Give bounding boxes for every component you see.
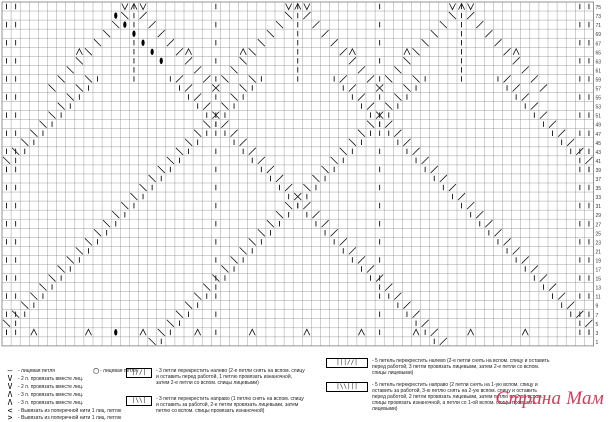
bobble-symbol <box>132 30 135 36</box>
row-number: 69 <box>595 32 602 39</box>
legend-symbol: ▢ <box>93 366 99 375</box>
legend-text: - 5 петель перекрестить налево (2-е петли снять на вспом. спицу и оставить перед работой, 3 петли провязать лицевыми, затем 2-е петли со вспом. спицы лицевыми) <box>372 358 550 376</box>
row-number: 7 <box>595 312 599 319</box>
legend-symbol: |//| <box>126 368 152 378</box>
row-number: 5 <box>595 321 599 328</box>
row-number: 21 <box>595 249 602 256</box>
legend-symbol: > <box>7 413 13 422</box>
row-number: 25 <box>595 231 602 238</box>
row-number: 59 <box>595 77 602 84</box>
legend-text: - 2 п. провязать вместе лиц. <box>18 383 84 390</box>
row-number: 53 <box>595 104 602 111</box>
row-number: 27 <box>595 222 602 229</box>
legend-text: - 5 петель перекрестить направо (2 петли снять на 1-ую вспом. спицу и оставить за работой, 3-ю петлю снять на 2-ую вспом. спицу и оставить перед работой, 2 петли провязать лицевыми, затем петлю со 2-ой вспом. спицы провязать изнаночной, а петли со 1-ой вспом. спицы провязать лицевыми) <box>372 382 543 412</box>
row-number: 29 <box>595 213 602 220</box>
row-number: 47 <box>595 131 602 138</box>
legend-symbol: < <box>7 406 13 415</box>
row-number: 37 <box>595 177 602 184</box>
legend-symbol: Λ <box>7 390 13 399</box>
bobble-symbol <box>151 49 154 55</box>
row-number: 15 <box>595 276 602 283</box>
bobble-symbol <box>114 12 117 18</box>
row-number: 61 <box>595 68 602 75</box>
row-number: 17 <box>595 267 602 274</box>
row-number: 41 <box>595 158 602 165</box>
row-number: 75 <box>595 5 602 12</box>
row-number: 1 <box>595 339 599 346</box>
row-number: 49 <box>595 122 602 129</box>
row-number: 51 <box>595 113 602 120</box>
legend-text: - 3 петли перекрестить налево (2-е петли снять на вспом. спицу и оставить перед работой, 1 петлю провязать изнаночной, затем 2-е петли со вспом. спицы лицевыми) <box>156 368 305 386</box>
legend-symbol: Λ <box>7 398 13 407</box>
legend-symbol: V <box>7 382 13 391</box>
legend-text: - 3 петли перекрестить направо (1 петлю снять на вспом. спицу и оставить за работой, 2-е петли провязать лицевыми, затем петлю со вспом. спицы провязать изнаночной) <box>156 396 304 414</box>
legend-text: - Вывязать из поперечной нити 1 лиц. петлю <box>18 414 122 421</box>
row-number: 55 <box>595 95 602 102</box>
row-number: 11 <box>595 294 601 301</box>
row-number: 35 <box>595 186 602 193</box>
legend-symbol: – <box>7 366 13 375</box>
legend-symbol: |||//| <box>326 358 368 368</box>
row-number: 9 <box>595 303 599 310</box>
legend-text: - лицевая петля <box>100 367 137 374</box>
legend-text: - Вывязать из поперечной нити 1 лиц. петлю <box>18 407 122 414</box>
row-number: 3 <box>595 330 599 337</box>
row-number: 63 <box>595 59 602 66</box>
legend-item-cross3-right <box>126 396 306 414</box>
bobble-symbol <box>141 40 144 46</box>
row-number: 73 <box>595 14 602 21</box>
row-number: 71 <box>595 23 602 30</box>
bobble-symbol <box>114 329 117 335</box>
legend-symbol: |\\||| <box>326 382 368 392</box>
watermark-logo: Страна Мам <box>495 388 604 409</box>
legend-symbol: |\\| <box>126 396 152 406</box>
row-number: 57 <box>595 86 602 93</box>
row-number: 43 <box>595 149 602 156</box>
bobble-symbol <box>123 21 126 27</box>
legend-text: - лицевая петля <box>18 367 55 374</box>
legend-item-cross3-left <box>126 368 306 386</box>
row-number: 45 <box>595 140 602 147</box>
bobble-symbol <box>160 58 163 64</box>
legend-symbol: V <box>7 374 13 383</box>
legend-item-cross5-left <box>326 358 556 376</box>
row-number: 39 <box>595 167 602 174</box>
legend-text: - 3 п. провязать вместе лиц. <box>18 391 84 398</box>
legend-text: - 3 п. провязать вместе лиц. <box>18 399 84 406</box>
row-number: 19 <box>595 258 602 265</box>
row-number: 13 <box>595 285 602 292</box>
row-number: 31 <box>595 204 602 211</box>
row-number: 67 <box>595 41 602 48</box>
row-number: 65 <box>595 50 602 57</box>
row-number: 33 <box>595 195 602 202</box>
legend-text: - 2 п. провязать вместе лиц. <box>18 375 84 382</box>
row-number: 23 <box>595 240 602 247</box>
